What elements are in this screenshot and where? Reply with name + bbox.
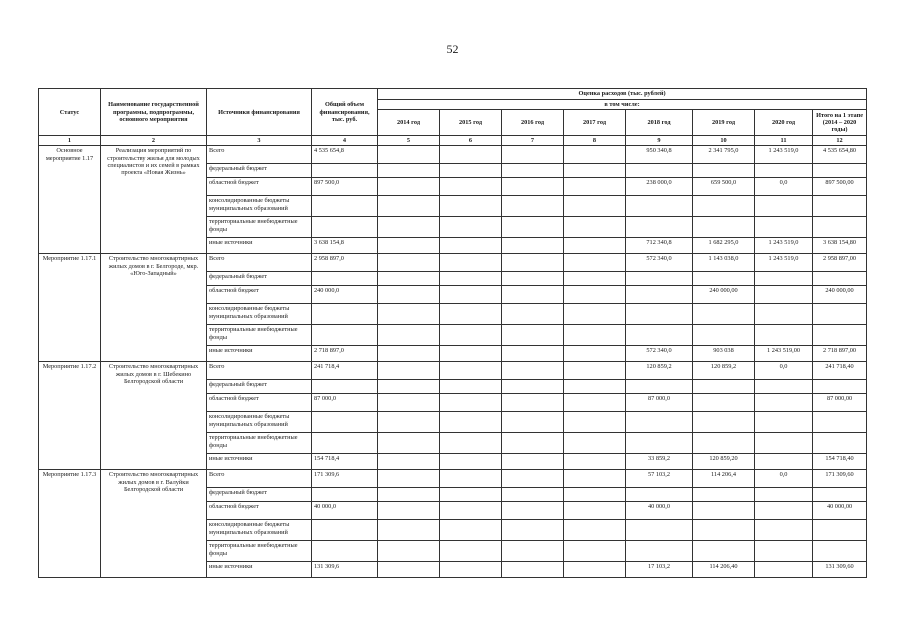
year-2018-cell [626, 164, 693, 178]
table-row [39, 362, 867, 380]
year-2017-cell [564, 520, 626, 541]
year-2017-cell [564, 562, 626, 578]
stage-total-cell [813, 412, 867, 433]
column-number: 11 [755, 136, 813, 146]
year-2014-cell [378, 346, 440, 362]
total-cell [312, 164, 378, 178]
year-2020-cell [755, 325, 813, 346]
year-2014-cell [378, 238, 440, 254]
year-2016-cell [502, 164, 564, 178]
year-2018-cell [626, 325, 693, 346]
source-cell: Всего [207, 146, 312, 164]
year-2017-cell [564, 488, 626, 502]
source-cell: областной бюджет [207, 394, 312, 412]
stage-total-cell: 241 718,40 [813, 362, 867, 380]
year-2015-cell [440, 286, 502, 304]
column-number: 4 [312, 136, 378, 146]
year-2017-cell [564, 238, 626, 254]
stage-total-cell: 171 309,60 [813, 470, 867, 488]
year-2014-cell [378, 178, 440, 196]
year-2019-cell: 114 206,40 [693, 562, 755, 578]
year-2020-cell [755, 217, 813, 238]
year-2020-cell [755, 488, 813, 502]
total-cell [312, 488, 378, 502]
total-cell: 4 535 654,8 [312, 146, 378, 164]
year-2018-cell: 238 000,0 [626, 178, 693, 196]
year-2016-cell [502, 380, 564, 394]
year-2015-cell [440, 146, 502, 164]
stage-total-cell [813, 164, 867, 178]
year-2018-cell: 572 340,0 [626, 254, 693, 272]
year-2014-cell [378, 412, 440, 433]
year-2016-cell [502, 562, 564, 578]
year-2014-cell [378, 254, 440, 272]
year-2020-cell [755, 196, 813, 217]
year-2017-cell [564, 217, 626, 238]
table-row [39, 470, 867, 488]
year-2018-cell [626, 217, 693, 238]
total-cell: 2 718 897,0 [312, 346, 378, 362]
source-cell: федеральный бюджет [207, 272, 312, 286]
year-2017-cell [564, 470, 626, 488]
year-2019-cell [693, 433, 755, 454]
year-2015-cell [440, 541, 502, 562]
year-2015-cell [440, 562, 502, 578]
year-2016-cell [502, 488, 564, 502]
year-2018-cell [626, 196, 693, 217]
year-2017-cell [564, 146, 626, 164]
program-name-cell: Строительство многоквартирных жилых домов в г. Шебекино Белгородской области [101, 362, 207, 470]
total-cell: 240 000,0 [312, 286, 378, 304]
header-year: 2015 год [440, 110, 502, 136]
year-2016-cell [502, 146, 564, 164]
header-year: 2016 год [502, 110, 564, 136]
year-2019-cell [693, 380, 755, 394]
stage-total-cell: 3 638 154,80 [813, 238, 867, 254]
year-2019-cell: 240 000,00 [693, 286, 755, 304]
year-2019-cell: 120 859,20 [693, 454, 755, 470]
year-2019-cell [693, 325, 755, 346]
year-2019-cell [693, 164, 755, 178]
year-2018-cell [626, 304, 693, 325]
year-2014-cell [378, 502, 440, 520]
year-2019-cell: 120 859,2 [693, 362, 755, 380]
year-2015-cell [440, 470, 502, 488]
stage-total-cell: 131 309,60 [813, 562, 867, 578]
year-2015-cell [440, 178, 502, 196]
year-2015-cell [440, 164, 502, 178]
source-cell: Всего [207, 254, 312, 272]
year-2014-cell [378, 562, 440, 578]
year-2018-cell [626, 412, 693, 433]
year-2018-cell: 950 340,8 [626, 146, 693, 164]
year-2018-cell [626, 433, 693, 454]
stage-total-cell: 897 500,00 [813, 178, 867, 196]
year-2018-cell: 87 000,0 [626, 394, 693, 412]
total-cell [312, 541, 378, 562]
year-2014-cell [378, 164, 440, 178]
year-2015-cell [440, 433, 502, 454]
year-2016-cell [502, 520, 564, 541]
year-2015-cell [440, 502, 502, 520]
year-2014-cell [378, 541, 440, 562]
year-2017-cell [564, 325, 626, 346]
year-2020-cell: 0,0 [755, 362, 813, 380]
year-2020-cell [755, 272, 813, 286]
year-2015-cell [440, 304, 502, 325]
source-cell: консолидированные бюджеты муниципальных образований [207, 304, 312, 325]
year-2016-cell [502, 362, 564, 380]
header-name: Наименование государственной программы, подпрограммы, основного мероприятия [101, 89, 207, 136]
column-number: 9 [626, 136, 693, 146]
year-2019-cell [693, 272, 755, 286]
header-year: 2018 год [626, 110, 693, 136]
year-2019-cell [693, 412, 755, 433]
year-2017-cell [564, 394, 626, 412]
total-cell: 241 718,4 [312, 362, 378, 380]
status-cell: Основное мероприятие 1.17 [39, 146, 101, 254]
year-2015-cell [440, 254, 502, 272]
source-cell: иные источники [207, 346, 312, 362]
year-2017-cell [564, 454, 626, 470]
year-2020-cell [755, 502, 813, 520]
year-2019-cell [693, 217, 755, 238]
year-2018-cell: 33 859,2 [626, 454, 693, 470]
year-2017-cell [564, 286, 626, 304]
year-2016-cell [502, 346, 564, 362]
year-2015-cell [440, 394, 502, 412]
year-2015-cell [440, 520, 502, 541]
year-2020-cell [755, 286, 813, 304]
table-row [39, 254, 867, 272]
source-cell: консолидированные бюджеты муниципальных образований [207, 196, 312, 217]
year-2017-cell [564, 541, 626, 562]
stage-total-cell: 154 718,40 [813, 454, 867, 470]
year-2018-cell [626, 520, 693, 541]
year-2016-cell [502, 454, 564, 470]
year-2019-cell: 659 500,0 [693, 178, 755, 196]
year-2014-cell [378, 196, 440, 217]
stage-total-cell: 87 000,00 [813, 394, 867, 412]
year-2014-cell [378, 272, 440, 286]
year-2018-cell [626, 541, 693, 562]
year-2015-cell [440, 272, 502, 286]
header-year: 2019 год [693, 110, 755, 136]
total-cell: 2 958 897,0 [312, 254, 378, 272]
page-number: 52 [446, 42, 459, 56]
year-2020-cell [755, 541, 813, 562]
year-2015-cell [440, 454, 502, 470]
source-cell: территориальные внебюджетные фонды [207, 433, 312, 454]
program-name-cell: Строительство многоквартирных жилых домов в г. Белгороде, мкр. «Юго-Западный» [101, 254, 207, 362]
total-cell [312, 272, 378, 286]
year-2016-cell [502, 217, 564, 238]
budget-table [38, 88, 867, 578]
source-cell: иные источники [207, 562, 312, 578]
year-2018-cell: 57 103,2 [626, 470, 693, 488]
year-2020-cell [755, 454, 813, 470]
stage-total-cell: 240 000,00 [813, 286, 867, 304]
header-including: в том числе: [378, 100, 867, 110]
year-2016-cell [502, 238, 564, 254]
year-2016-cell [502, 470, 564, 488]
year-2016-cell [502, 394, 564, 412]
year-2018-cell [626, 488, 693, 502]
stage-total-cell: 40 000,00 [813, 502, 867, 520]
program-name-cell: Реализация мероприятий по строительству жилья для молодых специалистов и их семей в рамках проекта «Новая Жизнь» [101, 146, 207, 254]
status-cell: Мероприятие 1.17.2 [39, 362, 101, 470]
header-status: Статус [39, 89, 101, 136]
year-2019-cell: 2 341 795,0 [693, 146, 755, 164]
header-year: 2020 год [755, 110, 813, 136]
year-2017-cell [564, 380, 626, 394]
total-cell: 40 000,0 [312, 502, 378, 520]
year-2019-cell [693, 541, 755, 562]
year-2016-cell [502, 412, 564, 433]
column-number: 5 [378, 136, 440, 146]
year-2020-cell: 1 243 519,00 [755, 346, 813, 362]
year-2014-cell [378, 217, 440, 238]
year-2018-cell: 40 000,0 [626, 502, 693, 520]
total-cell: 87 000,0 [312, 394, 378, 412]
stage-total-cell [813, 433, 867, 454]
year-2016-cell [502, 433, 564, 454]
year-2017-cell [564, 346, 626, 362]
source-cell: областной бюджет [207, 502, 312, 520]
year-2019-cell: 1 682 295,0 [693, 238, 755, 254]
stage-total-cell [813, 304, 867, 325]
year-2019-cell [693, 502, 755, 520]
program-name-cell: Строительство многоквартирных жилых домов в г. Валуйки Белгородской области [101, 470, 207, 578]
source-cell: иные источники [207, 238, 312, 254]
year-2019-cell [693, 196, 755, 217]
total-cell: 154 718,4 [312, 454, 378, 470]
year-2014-cell [378, 380, 440, 394]
year-2018-cell: 17 103,2 [626, 562, 693, 578]
column-number: 8 [564, 136, 626, 146]
year-2019-cell [693, 488, 755, 502]
year-2017-cell [564, 304, 626, 325]
year-2015-cell [440, 488, 502, 502]
total-cell: 897 500,0 [312, 178, 378, 196]
year-2017-cell [564, 196, 626, 217]
total-cell [312, 217, 378, 238]
year-2014-cell [378, 286, 440, 304]
year-2020-cell: 1 243 519,0 [755, 238, 813, 254]
year-2019-cell [693, 304, 755, 325]
year-2020-cell [755, 394, 813, 412]
source-cell: областной бюджет [207, 178, 312, 196]
year-2015-cell [440, 196, 502, 217]
stage-total-cell [813, 520, 867, 541]
year-2014-cell [378, 362, 440, 380]
year-2014-cell [378, 325, 440, 346]
year-2018-cell [626, 286, 693, 304]
source-cell: территориальные внебюджетные фонды [207, 217, 312, 238]
year-2014-cell [378, 394, 440, 412]
source-cell: федеральный бюджет [207, 488, 312, 502]
year-2015-cell [440, 325, 502, 346]
year-2018-cell [626, 380, 693, 394]
year-2018-cell: 120 859,2 [626, 362, 693, 380]
year-2020-cell [755, 304, 813, 325]
year-2019-cell [693, 520, 755, 541]
header-estimate: Оценка расходов (тыс. рублей) [378, 89, 867, 100]
year-2017-cell [564, 412, 626, 433]
year-2014-cell [378, 470, 440, 488]
column-number: 7 [502, 136, 564, 146]
year-2020-cell: 0,0 [755, 178, 813, 196]
stage-total-cell [813, 488, 867, 502]
year-2016-cell [502, 272, 564, 286]
year-2017-cell [564, 362, 626, 380]
year-2017-cell [564, 272, 626, 286]
source-cell: федеральный бюджет [207, 164, 312, 178]
total-cell: 3 638 154,8 [312, 238, 378, 254]
year-2016-cell [502, 304, 564, 325]
table-body [39, 146, 867, 578]
stage-total-cell [813, 272, 867, 286]
stage-total-cell: 2 958 897,00 [813, 254, 867, 272]
year-2016-cell [502, 254, 564, 272]
year-2020-cell: 1 243 519,0 [755, 254, 813, 272]
year-2015-cell [440, 346, 502, 362]
year-2017-cell [564, 178, 626, 196]
stage-total-cell [813, 325, 867, 346]
year-2015-cell [440, 238, 502, 254]
year-2016-cell [502, 286, 564, 304]
year-2019-cell: 1 143 038,0 [693, 254, 755, 272]
year-2015-cell [440, 362, 502, 380]
total-cell [312, 304, 378, 325]
year-2017-cell [564, 502, 626, 520]
header-year: 2014 год [378, 110, 440, 136]
total-cell [312, 412, 378, 433]
source-cell: Всего [207, 362, 312, 380]
total-cell: 131 309,6 [312, 562, 378, 578]
year-2017-cell [564, 164, 626, 178]
status-cell: Мероприятие 1.17.3 [39, 470, 101, 578]
year-2018-cell: 572 340,0 [626, 346, 693, 362]
year-2016-cell [502, 325, 564, 346]
column-number: 3 [207, 136, 312, 146]
year-2020-cell [755, 164, 813, 178]
year-2015-cell [440, 217, 502, 238]
year-2017-cell [564, 254, 626, 272]
year-2020-cell [755, 520, 813, 541]
year-2016-cell [502, 541, 564, 562]
year-2020-cell [755, 562, 813, 578]
year-2016-cell [502, 196, 564, 217]
year-2020-cell: 1 243 519,0 [755, 146, 813, 164]
total-cell [312, 433, 378, 454]
year-2019-cell [693, 394, 755, 412]
year-2014-cell [378, 488, 440, 502]
year-2019-cell: 114 206,4 [693, 470, 755, 488]
stage-total-cell [813, 380, 867, 394]
column-number: 1 [39, 136, 101, 146]
source-cell: консолидированные бюджеты муниципальных образований [207, 520, 312, 541]
year-2015-cell [440, 380, 502, 394]
year-2014-cell [378, 146, 440, 164]
status-cell: Мероприятие 1.17.1 [39, 254, 101, 362]
source-cell: иные источники [207, 454, 312, 470]
stage-total-cell [813, 196, 867, 217]
source-cell: территориальные внебюджетные фонды [207, 325, 312, 346]
year-2020-cell [755, 380, 813, 394]
year-2014-cell [378, 520, 440, 541]
total-cell: 171 309,6 [312, 470, 378, 488]
stage-total-cell [813, 541, 867, 562]
header-source: Источники финансирования [207, 89, 312, 136]
year-2020-cell [755, 433, 813, 454]
year-2015-cell [440, 412, 502, 433]
year-2014-cell [378, 433, 440, 454]
year-2016-cell [502, 178, 564, 196]
column-number: 6 [440, 136, 502, 146]
source-cell: областной бюджет [207, 286, 312, 304]
year-2018-cell [626, 272, 693, 286]
source-cell: консолидированные бюджеты муниципальных образований [207, 412, 312, 433]
total-cell [312, 325, 378, 346]
header-year-total: Итого на 1 этапе (2014 – 2020 годы) [813, 110, 867, 136]
year-2019-cell: 903 038 [693, 346, 755, 362]
stage-total-cell [813, 217, 867, 238]
source-cell: территориальные внебюджетные фонды [207, 541, 312, 562]
total-cell [312, 196, 378, 217]
total-cell [312, 520, 378, 541]
source-cell: Всего [207, 470, 312, 488]
header-year: 2017 год [564, 110, 626, 136]
stage-total-cell: 2 718 897,00 [813, 346, 867, 362]
year-2016-cell [502, 502, 564, 520]
year-2018-cell: 712 340,8 [626, 238, 693, 254]
year-2014-cell [378, 304, 440, 325]
table-row [39, 146, 867, 164]
source-cell: федеральный бюджет [207, 380, 312, 394]
column-number: 12 [813, 136, 867, 146]
year-2014-cell [378, 454, 440, 470]
column-number: 10 [693, 136, 755, 146]
stage-total-cell: 4 535 654,80 [813, 146, 867, 164]
header-total: Общий объем финансирования, тыс. руб. [312, 89, 378, 136]
column-number: 2 [101, 136, 207, 146]
total-cell [312, 380, 378, 394]
year-2020-cell: 0,0 [755, 470, 813, 488]
year-2020-cell [755, 412, 813, 433]
year-2017-cell [564, 433, 626, 454]
